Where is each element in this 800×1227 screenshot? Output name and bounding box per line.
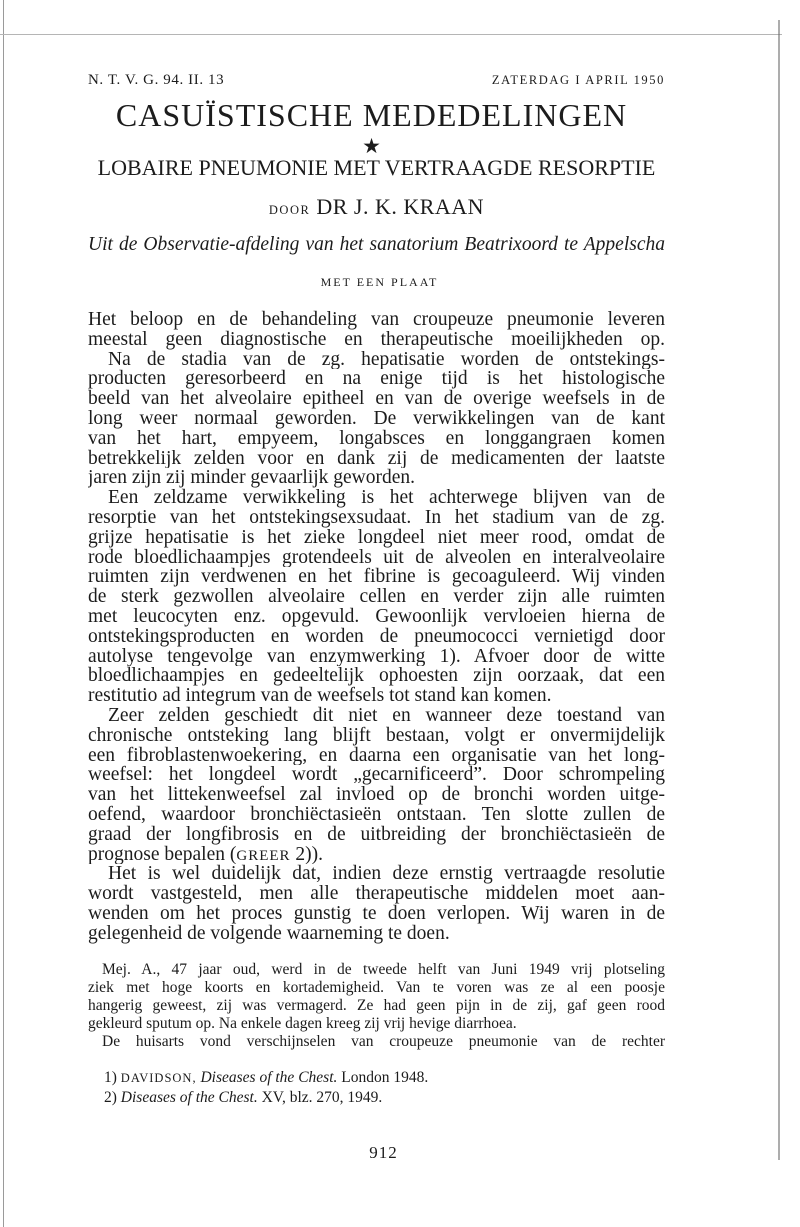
- body-line: graad der longfibrosis en de uitbreiding der bronchiëctasieën de: [88, 824, 665, 845]
- footnotes: [88, 1068, 665, 1108]
- case-line: hangerig geweest, zij was vermagerd. Ze had geen pijn in de zij, gaf geen rood: [88, 997, 665, 1014]
- body-line: jaren zijn zij minder gevaarlijk geworden.: [88, 468, 416, 489]
- body-line: restitutio ad integrum van de weefsels tot stand kan komen.: [88, 686, 552, 706]
- body-line: grijze hepatisatie is het zieke longdeel niet meer rood, omdat de: [88, 527, 665, 548]
- byline: [88, 194, 665, 220]
- body-line: van het littekenweefsel zal invloed op de bronchi worden uitge-: [88, 785, 665, 805]
- footnote-details: XV, blz. 270, 1949.: [261, 1089, 383, 1106]
- byline-prefix: DOOR: [268, 203, 311, 217]
- footnote-details: London 1948.: [341, 1069, 429, 1086]
- footnote-2: [88, 1088, 665, 1108]
- footnote-number: 1): [104, 1069, 117, 1086]
- body-line: ruimten zijn verdwenen en het fibrine is gecoaguleerd. Wij vinden: [88, 567, 665, 588]
- body-line: wenden om het proces gunstig te doen verlopen. Wij waren in de: [88, 903, 665, 924]
- body-line-text: 2)).: [290, 844, 324, 865]
- body-line: een fibroblastenwoekering, en daarna een organisatie van het long-: [88, 745, 665, 766]
- body-line: resorptie van het ontstekingsexsudaat. In het stadium van de zg.: [88, 507, 665, 528]
- body-line: long weer normaal geworden. De verwikkelingen van de kant: [88, 408, 665, 429]
- body-line: ontstekingsproducten en worden de pneumococci vernietigd door: [88, 626, 665, 647]
- body-line: beeld van het alveolaire epitheel en van de overige weefsels in de: [88, 389, 665, 409]
- body-line: Een zeldzame verwikkeling is het achterwege blijven van de: [108, 488, 665, 508]
- page-number: 912: [369, 1143, 398, 1162]
- body-line: gelegenheid de volgende waarneming te doen.: [88, 923, 450, 944]
- body-line: van het hart, empyeem, longabsces en longgangraen komen: [88, 428, 665, 449]
- case-line: De huisarts vond verschijnselen van croupeuze pneumonie van de rechter: [102, 1033, 665, 1050]
- body-line: Het is wel duidelijk dat, indien deze ernstig vertraagde resolutie: [108, 864, 665, 885]
- body-line: bloedlichaampjes en gedeeltelijk ophoesten zijn oorzaak, dat een: [88, 666, 665, 687]
- issue-date: ZATERDAG I APRIL 1950: [491, 73, 665, 87]
- body-line: chronische ontsteking lang blijft bestaan, volgt er onvermijdelijk: [88, 725, 665, 746]
- footnote-1: [88, 1068, 665, 1088]
- scan-edge-top: [0, 34, 782, 35]
- cited-author: GREER: [236, 847, 291, 864]
- body-line: meestal geen diagnostische en therapeutische moeilijkheden op.: [88, 329, 665, 350]
- footnote-number: 2): [104, 1089, 117, 1106]
- footnote-title: Diseases of the Chest.: [200, 1069, 338, 1086]
- body-line: wordt vastgesteld, men alle therapeutische middelen moet aan-: [88, 884, 665, 904]
- case-line: Mej. A., 47 jaar oud, werd in de tweede helft van Juni 1949 vrij plotseling: [102, 961, 665, 978]
- body-line: [88, 845, 665, 865]
- journal-reference: N. T. V. G. 94. II. 13: [88, 72, 225, 88]
- body-line: de sterk gezwollen alveolaire cellen en verder zijn alle ruimten: [88, 587, 665, 607]
- running-header: [88, 71, 665, 89]
- footnote-title: Diseases of the Chest.: [120, 1089, 258, 1106]
- case-line: gekleurd sputum op. Na enkele dagen kreeg zij vrij hevige diarrhoea.: [88, 1015, 517, 1032]
- case-line: ziek met hoge koorts en kortademigheid. Van te voren was ze al een poosje: [88, 979, 665, 996]
- article-title: LOBAIRE PNEUMONIE MET VERTRAAGDE RESORPTIE: [97, 155, 656, 180]
- plate-note: MET EEN PLAAT: [320, 275, 439, 289]
- scan-edge-left: [3, 0, 4, 1227]
- case-report: [88, 961, 665, 1051]
- body-line: betrekkelijk zelden voor en dank zij de medicamenten der laatste: [88, 448, 665, 469]
- body-line: Zeer zelden geschiedt dit niet en wanneer deze toestand van: [108, 705, 665, 726]
- article-body: [88, 310, 665, 944]
- body-line: oefend, waardoor bronchiëctasieën ontstaan. Ten slotte zullen de: [88, 804, 665, 825]
- section-title: CASUÏSTISCHE MEDEDELINGEN: [115, 97, 628, 133]
- body-line: Na de stadia van de zg. hepatisatie worden de ontstekings-: [108, 349, 665, 370]
- scan-binding-edge: [778, 20, 780, 1160]
- body-line: met leucocyten enz. opgevuld. Gewoonlijk vervloeien hierna de: [88, 606, 665, 627]
- star-icon: ★: [362, 134, 381, 158]
- affiliation: Uit de Observatie-afdeling van het sanatorium Beatrixoord te Appelscha: [88, 234, 665, 255]
- footnote-author: DAVIDSON,: [120, 1071, 197, 1085]
- author-name: DR J. K. KRAAN: [316, 194, 485, 219]
- body-line: rode bloedlichaampjes grotendeels uit de alveolen en interalveolaire: [88, 547, 665, 568]
- body-line: weefsel: het longdeel wordt „gecarnificeerd”. Door schrompeling: [88, 765, 665, 786]
- body-line: Het beloop en de behandeling van croupeuze pneumonie leveren: [88, 310, 665, 330]
- body-line: autolyse tengevolge van enzymwerking 1). Afvoer door de witte: [88, 646, 665, 667]
- body-line-text: prognose bepalen (: [88, 844, 237, 865]
- body-line: producten geresorbeerd en na enige tijd is het histologische: [88, 369, 665, 390]
